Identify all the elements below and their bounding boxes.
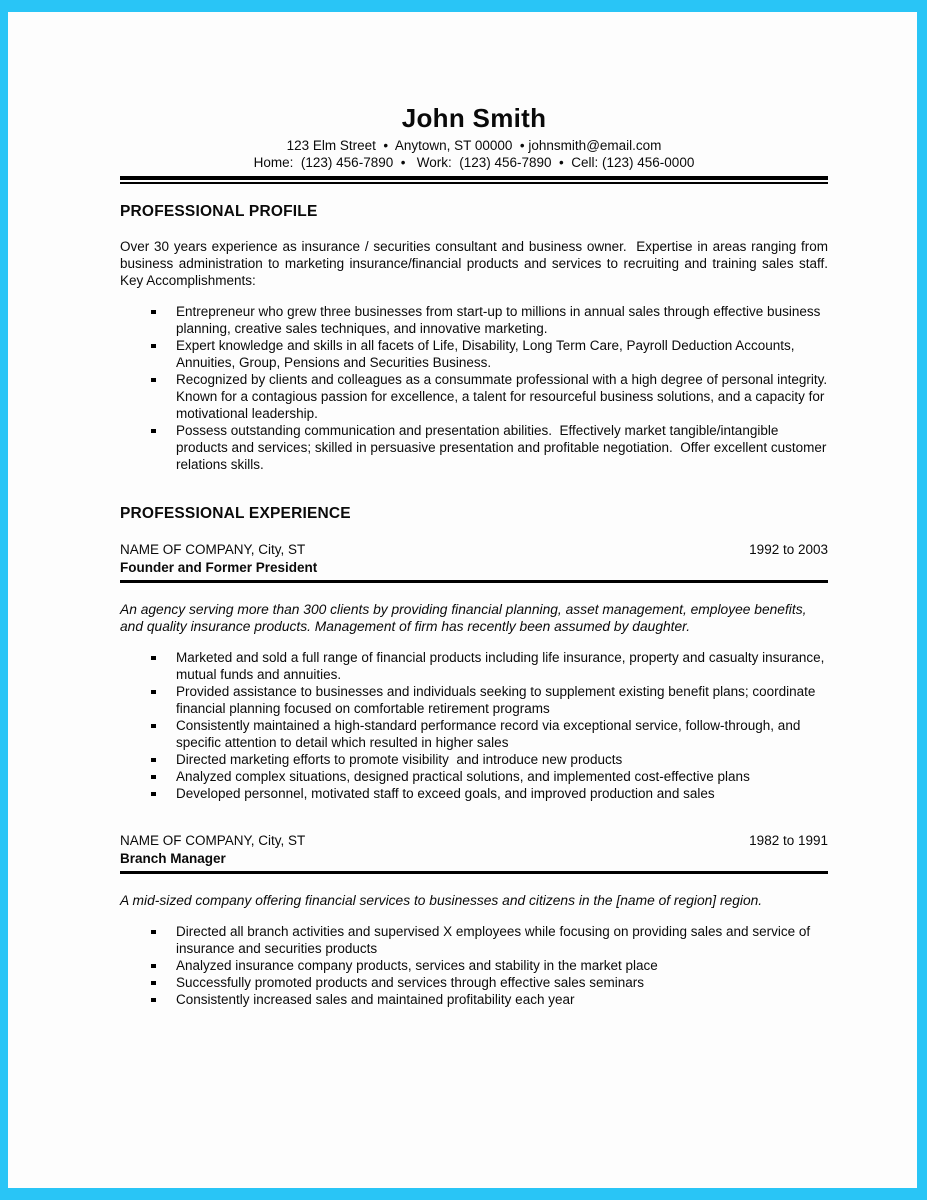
job-dates: 1982 to 1991 [749, 833, 828, 849]
job-bullet: Consistently increased sales and maintained profitability each year [120, 991, 828, 1008]
job-header [120, 833, 828, 849]
resume-page [8, 12, 917, 1188]
job-header [120, 542, 828, 558]
section-heading-profile: PROFESSIONAL PROFILE [120, 203, 318, 221]
job-company: NAME OF COMPANY, City, ST [120, 542, 306, 558]
job-title: Founder and Former President [120, 560, 318, 576]
job-bullet: Analyzed insurance company products, services and stability in the market place [120, 957, 828, 974]
job-entry [120, 833, 828, 1008]
job-title: Branch Manager [120, 851, 226, 867]
profile-bullet: Entrepreneur who grew three businesses from start-up to millions in annual sales through effective business planning, creative sales techniques, and innovative marketing. [120, 303, 828, 337]
job-company: NAME OF COMPANY, City, ST [120, 833, 306, 849]
job-bullet: Marketed and sold a full range of financial products including life insurance, property and casualty insurance, mutual funds and annuities. [120, 649, 828, 683]
job-bullet: Provided assistance to businesses and individuals seeking to supplement existing benefit plans; coordinate financial planning focused on comfortable retirement programs [120, 683, 828, 717]
profile-summary: Over 30 years experience as insurance / securities consultant and business owner. Expertise in areas ranging from business administration to marketing insurance/financial products and services to recruiting and training sales staff. Key Accomplishments: [120, 239, 836, 289]
contact-address-line: 123 Elm Street • Anytown, ST 00000 • johnsmith@email.com [286, 138, 662, 154]
profile-bullet: Possess outstanding communication and presentation abilities. Effectively market tangible/intangible products and services; skilled in persuasive presentation and profitable negotiation. Offer excellent customer relations skills. [120, 422, 828, 473]
person-name: John Smith [401, 103, 547, 133]
profile-bullet: Expert knowledge and skills in all facets of Life, Disability, Long Term Care, Payroll Deduction Accounts, Annuities, Group, Pensions and Securities Business. [120, 337, 828, 371]
job-bullet-list [120, 923, 828, 1008]
section-heading-experience: PROFESSIONAL EXPERIENCE [120, 505, 351, 523]
job-entry [120, 542, 828, 802]
job-bullet: Directed marketing efforts to promote visibility and introduce new products [120, 751, 828, 768]
profile-bullet: Recognized by clients and colleagues as a consummate professional with a high degree of personal integrity. Known for a contagious passion for excellence, a talent for resourceful business solutions, and a capacity for motivational leadership. [120, 371, 828, 422]
job-divider [120, 580, 828, 583]
job-description: A mid-sized company offering financial services to businesses and citizens in the [name of region] region. [120, 893, 763, 909]
job-bullet: Analyzed complex situations, designed practical solutions, and implemented cost-effective plans [120, 768, 828, 785]
job-bullet: Directed all branch activities and supervised X employees while focusing on providing sales and service of insurance and securities products [120, 923, 828, 957]
job-bullet: Consistently maintained a high-standard performance record via exceptional service, follow-through, and specific attention to detail which resulted in higher sales [120, 717, 828, 751]
profile-bullet-list [120, 303, 835, 473]
header-divider [120, 176, 828, 184]
contact-phone-line: Home: (123) 456-7890 • Work: (123) 456-7890 • Cell: (123) 456-0000 [253, 155, 695, 171]
job-bullet: Successfully promoted products and services through effective sales seminars [120, 974, 828, 991]
job-divider [120, 871, 828, 874]
job-bullet: Developed personnel, motivated staff to exceed goals, and improved production and sales [120, 785, 828, 802]
job-description: An agency serving more than 300 clients by providing financial planning, asset management, employee benefits, and quality insurance products. Management of firm has recently been assumed by daughter. [120, 602, 811, 635]
job-bullet-list [120, 649, 828, 802]
job-dates: 1992 to 2003 [749, 542, 828, 558]
